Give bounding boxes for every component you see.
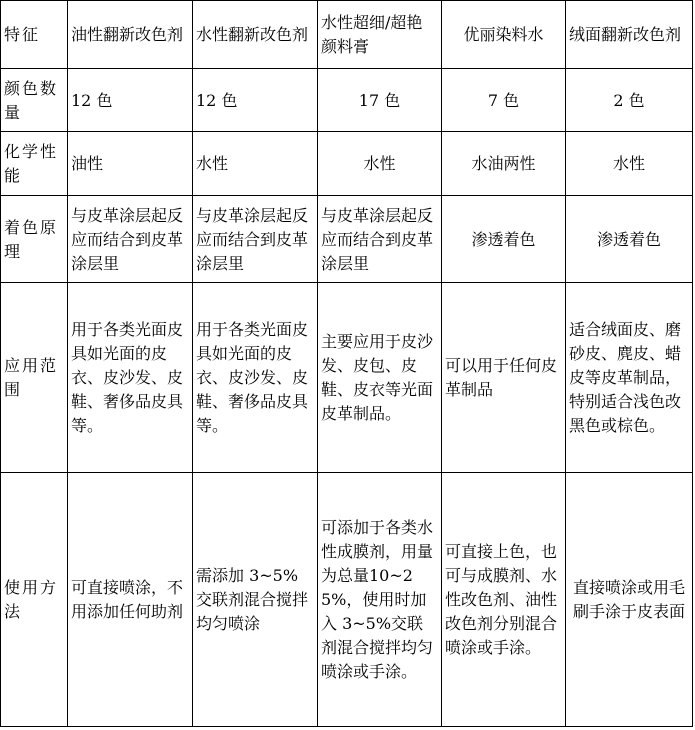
header-dye-water: 优丽染料水 bbox=[442, 1, 566, 69]
cell-usage-oil: 可直接喷涂，不用添加任何助剂 bbox=[68, 473, 193, 727]
cell-color-count-water: 12 色 bbox=[193, 69, 318, 132]
cell-scope-suede: 适合绒面皮、磨砂皮、麂皮、蜡皮等皮革制品，特别适合浅色改黑色或棕色。 bbox=[566, 283, 693, 473]
cell-principle-dye: 渗透着色 bbox=[442, 196, 566, 283]
cell-scope-water: 用于各类光面皮具如光面的皮衣、皮沙发、皮鞋、奢侈品皮具等。 bbox=[193, 283, 318, 473]
row-color-count bbox=[1, 69, 693, 132]
cell-color-count-paste: 17 色 bbox=[318, 69, 442, 132]
cell-usage-paste: 可添加于各类水性成膜剂，用量为总量10~25%，使用时加入 3~5%交联剂混合搅拌均匀喷涂或手涂。 bbox=[318, 473, 442, 727]
label-usage-method: 使用方法 bbox=[1, 473, 68, 727]
cell-color-count-suede: 2 色 bbox=[566, 69, 693, 132]
cell-principle-water: 与皮革涂层起反应而结合到皮革涂层里 bbox=[193, 196, 318, 283]
label-coloring-principle: 着色原理 bbox=[1, 196, 68, 283]
header-water-renew-colorant: 水性翻新改色剂 bbox=[193, 1, 318, 69]
cell-chem-water: 水性 bbox=[193, 132, 318, 196]
cell-chem-paste: 水性 bbox=[318, 132, 442, 196]
header-suede-renew-colorant: 绒面翻新改色剂 bbox=[566, 1, 693, 69]
row-application-scope bbox=[1, 283, 693, 473]
row-chemical-property bbox=[1, 132, 693, 196]
cell-scope-dye: 可以用于任何皮革制品 bbox=[442, 283, 566, 473]
cell-scope-paste: 主要应用于皮沙发、皮包、皮鞋、皮衣等光面皮革制品。 bbox=[318, 283, 442, 473]
label-application-scope: 应用范围 bbox=[1, 283, 68, 473]
label-chemical-property: 化学性能 bbox=[1, 132, 68, 196]
cell-usage-water: 需添加 3~5%交联剂混合搅拌均匀喷涂 bbox=[193, 473, 318, 727]
cell-scope-oil: 用于各类光面皮具如光面的皮衣、皮沙发、皮鞋、奢侈品皮具等。 bbox=[68, 283, 193, 473]
cell-chem-dye: 水油两性 bbox=[442, 132, 566, 196]
cell-principle-paste: 与皮革涂层起反应而结合到皮革涂层里 bbox=[318, 196, 442, 283]
cell-principle-oil: 与皮革涂层起反应而结合到皮革涂层里 bbox=[68, 196, 193, 283]
cell-usage-suede: 直接喷涂或用毛刷手涂于皮表面 bbox=[566, 473, 693, 727]
cell-color-count-dye: 7 色 bbox=[442, 69, 566, 132]
cell-principle-suede: 渗透着色 bbox=[566, 196, 693, 283]
cell-usage-dye: 可直接上色，也可与成膜剂、水性改色剂、油性改色剂分别混合喷涂或手涂。 bbox=[442, 473, 566, 727]
header-water-pigment-paste: 水性超细/超艳颜料膏 bbox=[318, 1, 442, 69]
cell-color-count-oil: 12 色 bbox=[68, 69, 193, 132]
header-feature: 特征 bbox=[1, 1, 68, 69]
cell-chem-suede: 水性 bbox=[566, 132, 693, 196]
header-oil-renew-colorant: 油性翻新改色剂 bbox=[68, 1, 193, 69]
label-color-count: 颜色数量 bbox=[1, 69, 68, 132]
row-coloring-principle bbox=[1, 196, 693, 283]
header-row bbox=[1, 1, 693, 69]
row-usage-method bbox=[1, 473, 693, 727]
cell-chem-oil: 油性 bbox=[68, 132, 193, 196]
